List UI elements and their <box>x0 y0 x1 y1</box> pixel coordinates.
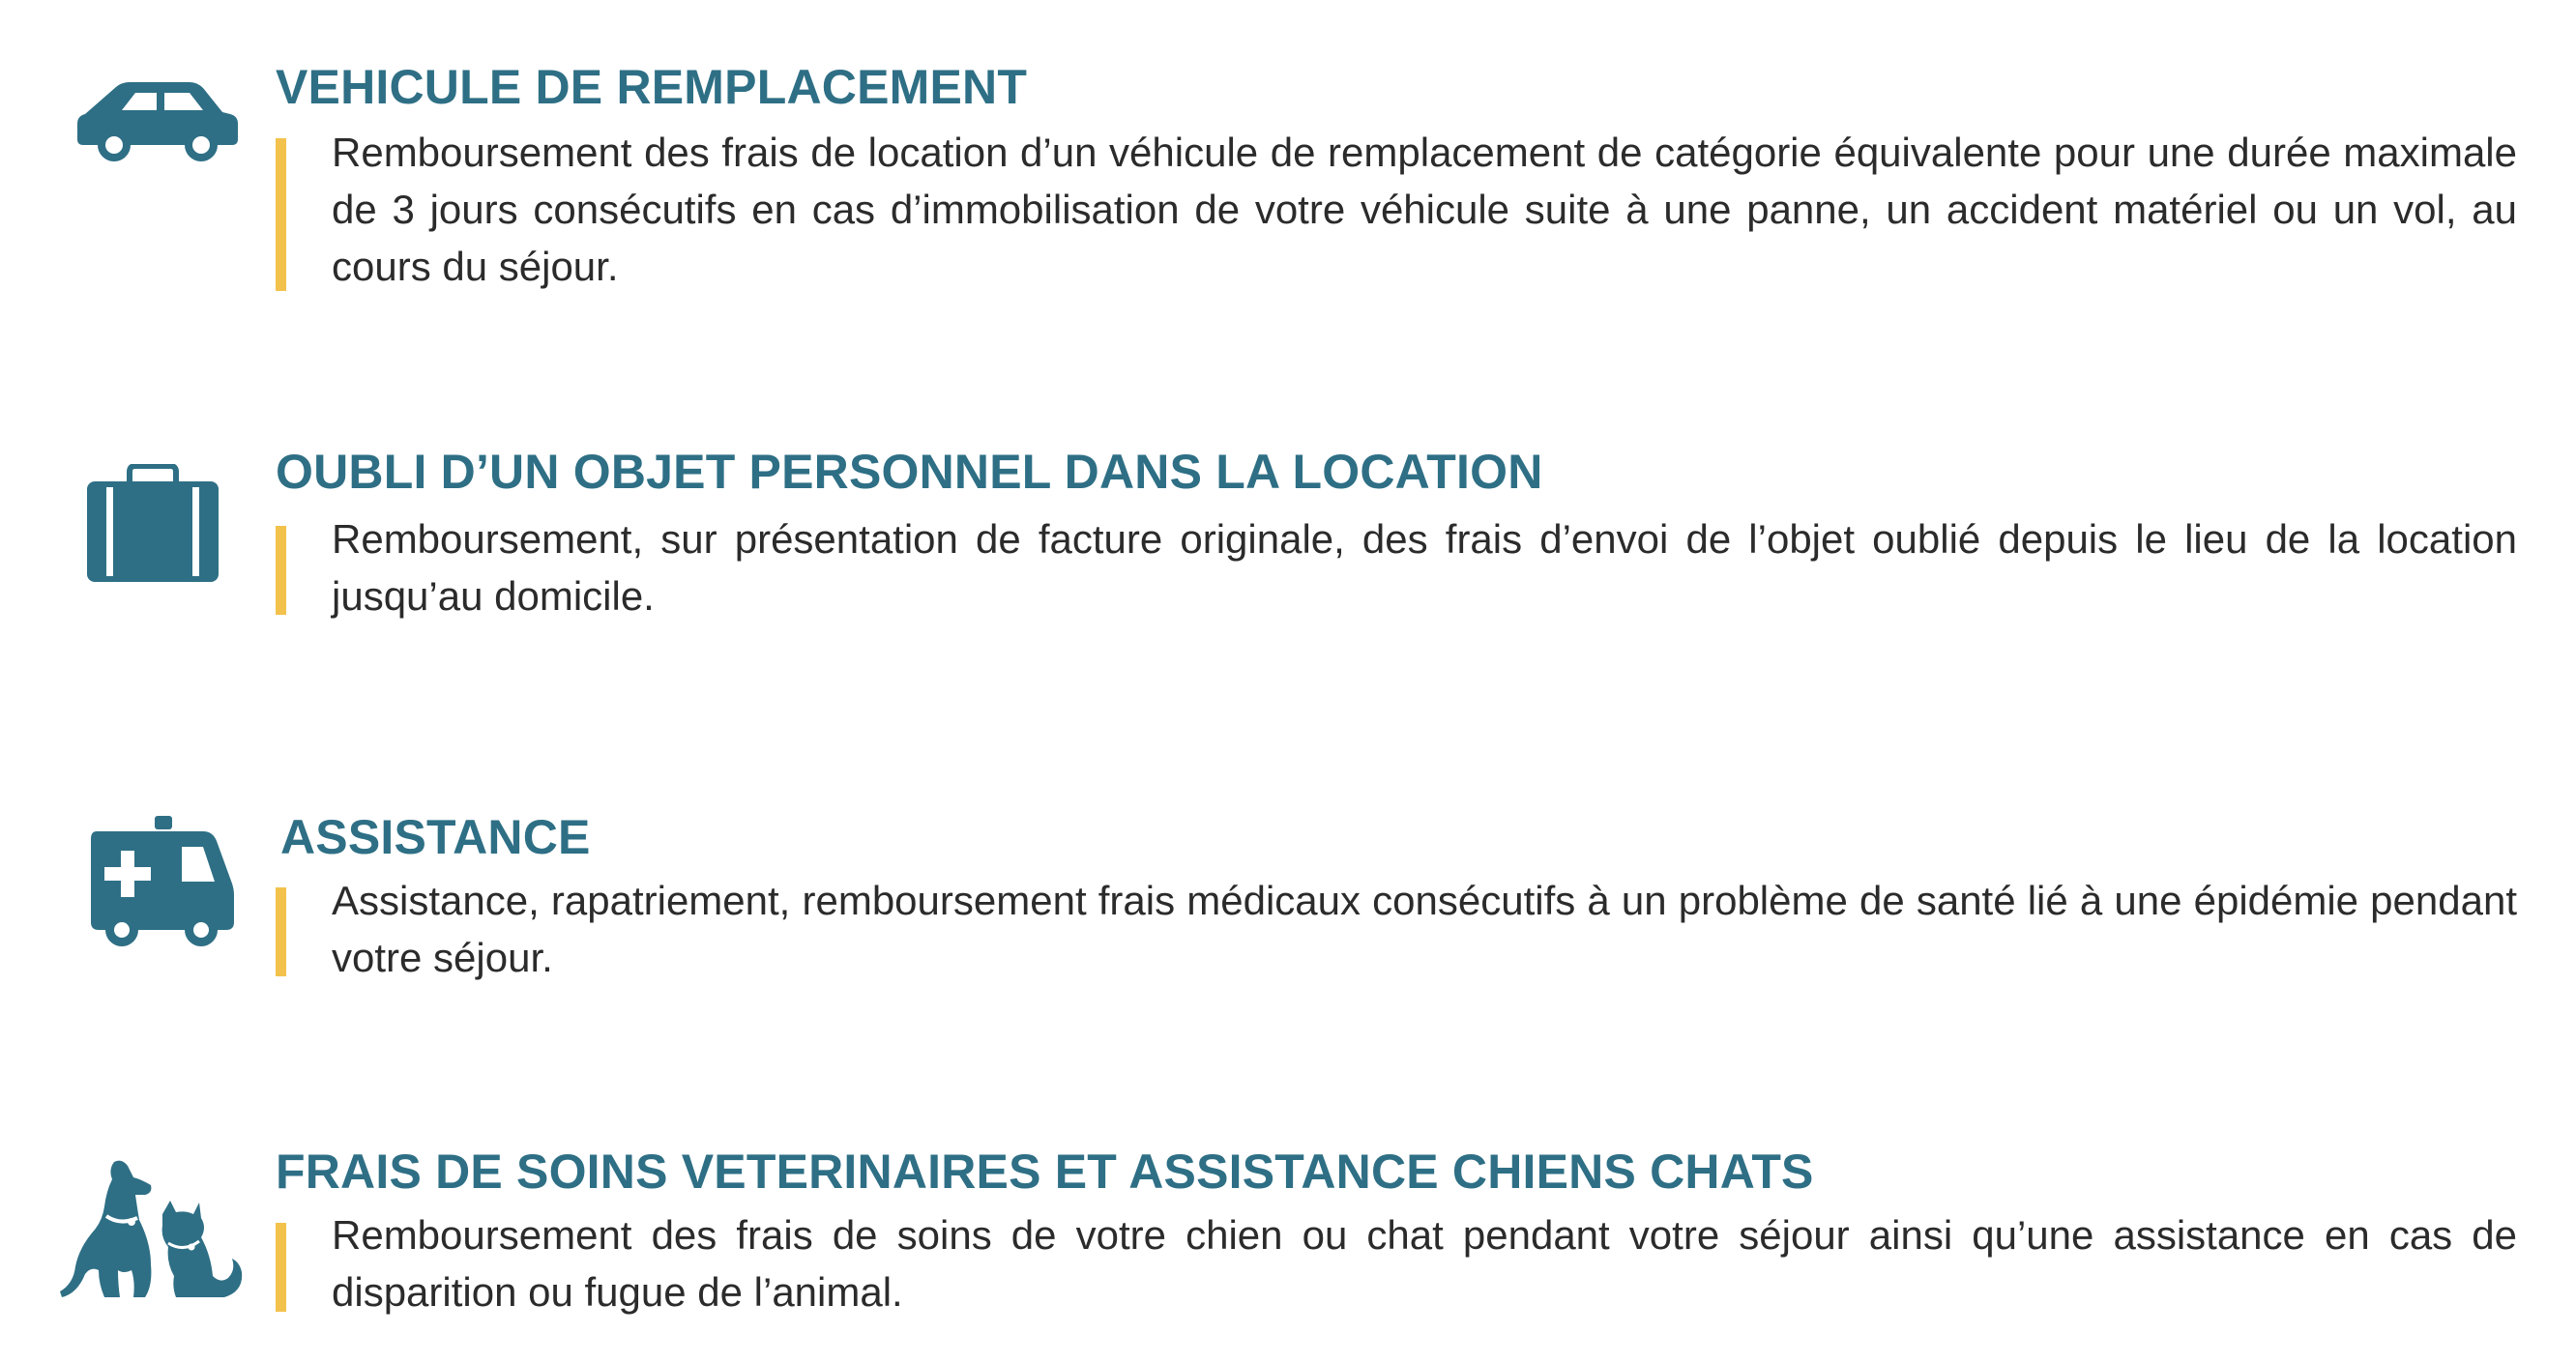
section-text: Assistance, rapatriement, remboursement frais médicaux consécutifs à un problème de santé lié à une épidémie pendant votre séjour. <box>332 878 2517 980</box>
section-text: Remboursement des frais de location d’un véhicule de remplacement de catégorie équivalente pour une durée maximale de 3 jours consécutifs en cas d’immobilisation de votre véhicule suite à une panne, un accident matériel ou un vol, au cours du séjour. <box>332 130 2517 289</box>
section-title: ASSISTANCE <box>280 810 591 864</box>
section-text: Remboursement, sur présentation de facture originale, des frais d’envoi de l’objet oublié depuis le lieu de la location jusqu’au domicile. <box>332 516 2517 619</box>
section-text: Remboursement des frais de soins de votre chien ou chat pendant votre séjour ainsi qu’une assistance en cas de disparition ou fugue de l’animal. <box>332 1212 2517 1315</box>
dog-and-cat-icon <box>56 1158 249 1303</box>
accent-bar <box>276 1223 286 1312</box>
section-title: VEHICULE DE REMPLACEMENT <box>276 60 1028 114</box>
suitcase-icon <box>85 464 220 584</box>
accent-bar <box>276 526 286 615</box>
accent-bar <box>276 887 286 976</box>
car-icon <box>75 75 240 162</box>
accent-bar <box>276 138 286 291</box>
ambulance-icon <box>89 814 238 949</box>
section-title: OUBLI D’UN OBJET PERSONNEL DANS LA LOCATION <box>276 445 1543 499</box>
section-title: FRAIS DE SOINS VETERINAIRES ET ASSISTANCE CHIENS CHATS <box>276 1145 1814 1199</box>
